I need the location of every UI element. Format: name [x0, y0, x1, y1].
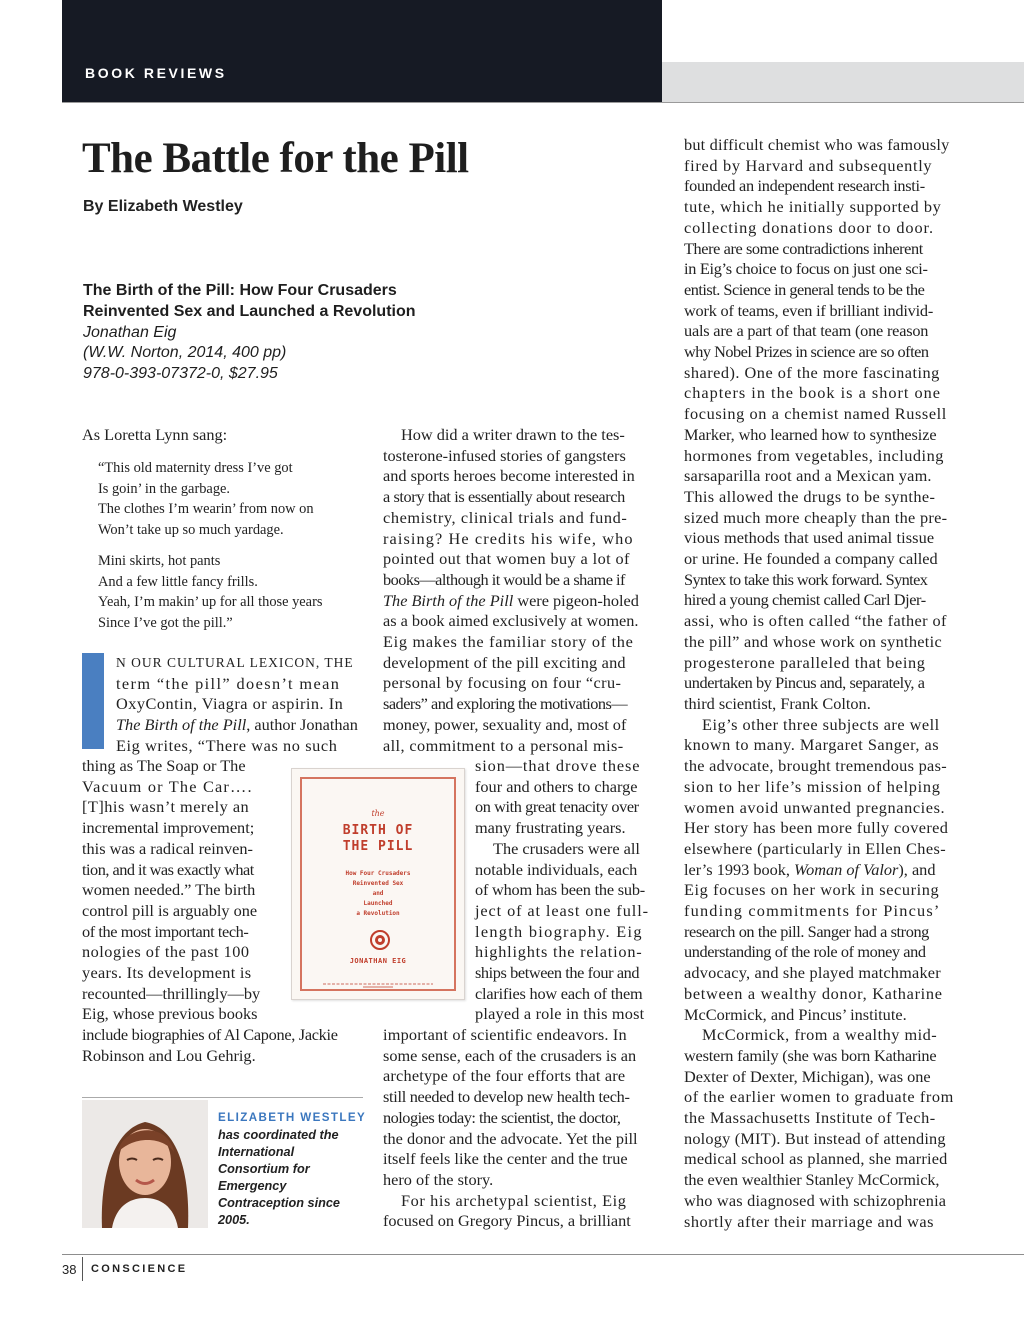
col3-line: work of teams, even if brilliant individ- [684, 300, 934, 320]
col3-line: sized much more cheaply than the pre- [684, 507, 948, 527]
col3-line: vious methods that used animal tissue [684, 528, 935, 548]
cover-title-line-1: BIRTH OF [342, 823, 414, 838]
col3-line: advocacy, and she played matchmaker [684, 963, 941, 983]
col3-line: women avoid unwanted pregnancies. [684, 797, 946, 817]
col3-line: There are some contradictions inherent [684, 238, 923, 258]
book-cover-frame [300, 777, 456, 991]
col3-line: Marker, who learned how to synthesize [684, 424, 937, 444]
header-bar-light [662, 62, 1024, 102]
cover-author: JONATHAN EIG [349, 957, 407, 965]
verse-line: Won’t take up so much yardage. [98, 522, 284, 539]
col3-line: research on the pill. Sanger had a strong [684, 921, 929, 941]
author-name: ELIZABETH WESTLEY [218, 1111, 367, 1124]
col3-line: McCormick, and Pincus’ institute. [684, 1004, 907, 1024]
verse-line: “This old maternity dress I’ve got [98, 460, 293, 476]
col3-line: but difficult chemist who was famously [684, 135, 950, 154]
col3-line: This allowed the drugs to be synthe- [684, 486, 936, 506]
byline: By Elizabeth Westley [83, 198, 243, 215]
italic-title: The Birth of the Pill [116, 715, 247, 735]
col1-intro: As Loretta Lynn sang: [82, 425, 228, 444]
col1-dropcap-paragraph: N OUR CULTURAL LEXICON, THE term “the pill” doesn’t mean OxyContin, Viagra or aspirin. In The Birth of the Pill, author Jonathan Eig writes, “There was no such [116, 655, 358, 755]
col3-line: Her story has been more fully covered [684, 818, 949, 838]
col3-line: medical school as planned, she married [684, 1149, 948, 1169]
col2-bottom-text: important of scientific endeavors. In some sense, each of the crusaders is an archetype of the four efforts that are still needed to develop new health tech- nologies today: the scientist, the doctor, the donor and the advocate. Yet the pill itself feels like the center and the true hero of the story. For his archetypal scientist, Eig focused on Gregory Pincus, a brilliant [383, 1025, 638, 1231]
article-title: The Battle for the Pill [82, 135, 469, 182]
header-bar [62, 0, 662, 102]
col3-line: shared). One of the more fascinating [684, 362, 940, 382]
col3-line: fired by Harvard and subsequently [684, 155, 933, 175]
col3-line: focusing on a chemist named Russell [684, 404, 947, 424]
book-title-line-1: The Birth of the Pill: How Four Crusaders [83, 282, 397, 299]
drop-cap-block [82, 653, 104, 749]
verse-line: Since I’ve got the pill.” [98, 614, 233, 631]
author-bio: has coordinated the International Consortium for Emergency Contraception since 2005. [218, 1128, 340, 1228]
pill-compact-icon [369, 929, 391, 951]
col3-line: uals are a part of that team (one reason [684, 321, 929, 341]
col2-narrow-text: sion—that drove these four and others to charge on with great tenacity over many frustrating years. The crusaders were all notable individuals, each of whom has been the sub- ject of at least one full- length biography. Eig highlights the relation- ships between the four and clarifies how each of them played a role in this most [475, 756, 649, 1024]
col3-line: funding commitments for Pincus’ [684, 901, 941, 921]
verse-stanza-2 [98, 551, 322, 634]
book-cover-image [291, 768, 465, 1000]
col3-line: known to many. Margaret Sanger, as [684, 735, 940, 755]
col3-line: or urine. He founded a company called [684, 549, 938, 569]
cover-subtitle: How Four Crusaders Reinvented Sex and Launched a Revolution [345, 870, 411, 917]
footer-divider [82, 1257, 83, 1281]
col3-line: collecting donations door to door. [684, 217, 934, 237]
book-author: Jonathan Eig [83, 323, 177, 341]
col3-line: sarsaparilla root and a Mexican yam. [684, 466, 932, 486]
col3-line: assi, who is often called “the father of [684, 611, 947, 631]
verse-line: Is goin’ in the garbage. [98, 480, 231, 497]
col3-line: chapters in the book is a short one [684, 383, 942, 403]
col3-line: between a wealthy donor, Katharine [684, 983, 943, 1003]
col3-line: tute, which he initially supported by [684, 197, 942, 217]
cover-the: the [371, 809, 385, 818]
col3-line: the pill” and whose work on synthetic [684, 631, 942, 651]
col1-narrow-text: thing as The Soap or The Vacuum or The Car…. [T]his wasn’t merely an incremental improvement; this was a radical reinven- tion, and it was exactly what women needed.” The birth control pill is arguably one of the most important tech- nologies of the past 100 years. Its development is recounted—thrillingly—by Eig, whose previous books include biographies of Al Capone, Jackie Robinson and Lou Gehrig. [82, 756, 338, 1065]
verse-stanza-1 [98, 458, 322, 541]
cover-title-line-2: THE PILL [342, 839, 414, 854]
col3-line: understanding of the role of money and [684, 942, 926, 962]
col3-line: entist. Science in general tends to be the [684, 279, 925, 299]
header-rule [62, 102, 1024, 103]
col3-line: Dexter of Dexter, Michigan), was one [684, 1066, 931, 1086]
col3-line: ler’s 1993 book, Woman of Valor), and [684, 859, 936, 879]
col3-line: the Massachusetts Institute of Tech- [684, 1108, 936, 1128]
verse-line: Yeah, I’m makin’ up for all those years [98, 594, 323, 611]
col3-line: Eig focuses on her work in securing [684, 880, 940, 900]
book-isbn-price: 978-0-393-07372-0, $27.95 [83, 365, 278, 383]
col2-top-text: How did a writer drawn to the tes- tosterone-infused stories of gangsters and sports heroes become interested in a story that is essentially about research chemistry, clinical trials and fund- raising? He credits his wife, who pointed out that women buy a lot of books—although it would be a shame if The Birth of the Pill were pigeon-holed as a book aimed exclusively at women. Eig makes the familiar story of the development of the pill exciting and personal by focusing on four “cru- saders” and exploring the motivations— money, power, sexuality and, most of all, commitment to a personal mis- [383, 425, 639, 755]
book-title-line-2: Reinvented Sex and Launched a Revolution [83, 302, 416, 320]
cover-blurb [302, 982, 454, 989]
col3-line: hormones from vegetables, including [684, 445, 944, 465]
col3-line: of the earlier women to graduate from [684, 1087, 954, 1107]
col3-line: in Eig’s choice to focus on just one sci- [684, 259, 928, 279]
verse-line: Mini skirts, hot pants [98, 552, 221, 569]
col3-line: the even wealthier Stanley McCormick, [684, 1170, 940, 1190]
verse-line: The clothes I’m wearin’ from now on [98, 501, 314, 518]
col3-line: Syntex to take this work forward. Syntex [684, 569, 928, 589]
col3-line: why Nobel Prizes in science are so often [684, 342, 929, 362]
col3-line: progesterone paralleled that being [684, 652, 926, 672]
col3-line: McCormick, from a wealthy mid- [702, 1025, 938, 1045]
col3-line: undertaken by Pincus and, separately, a [684, 673, 925, 693]
verse-line: And a few little fancy frills. [98, 573, 258, 590]
italic-title: Woman of Valor [794, 859, 899, 879]
col3-line: nology (MIT). But instead of attending [684, 1128, 946, 1148]
book-publisher: (W.W. Norton, 2014, 400 pp) [83, 344, 287, 362]
page-number: 38 [62, 1262, 77, 1277]
author-box-rule [82, 1097, 363, 1098]
col3-line: sion to her life’s mission of helping [684, 776, 941, 796]
col3-line: the advocate, brought tremendous pas- [684, 756, 947, 776]
col3-text [684, 135, 954, 1232]
section-label: BOOK REVIEWS [85, 65, 227, 81]
col3-line: who was diagnosed with schizophrenia [684, 1190, 947, 1210]
col3-line: Eig’s other three subjects are well [702, 714, 940, 734]
col3-line: hired a young chemist called Carl Djer- [684, 590, 926, 610]
song-verse [98, 458, 322, 634]
col3-line: founded an independent research insti- [684, 176, 925, 196]
author-portrait [82, 1100, 208, 1228]
col3-line: shortly after their marriage and was [684, 1211, 934, 1231]
book-info [83, 281, 416, 385]
publication-name: CONSCIENCE [91, 1263, 188, 1275]
italic-title: The Birth of the Pill [383, 590, 514, 610]
col3-line: third scientist, Frank Colton. [684, 693, 871, 713]
author-photo [82, 1100, 208, 1228]
footer-rule [62, 1254, 1024, 1255]
cover-blurb-lines [323, 982, 433, 988]
col3-line: western family (she was born Katharine [684, 1045, 937, 1065]
col3-line: elsewhere (particularly in Ellen Ches- [684, 838, 947, 858]
